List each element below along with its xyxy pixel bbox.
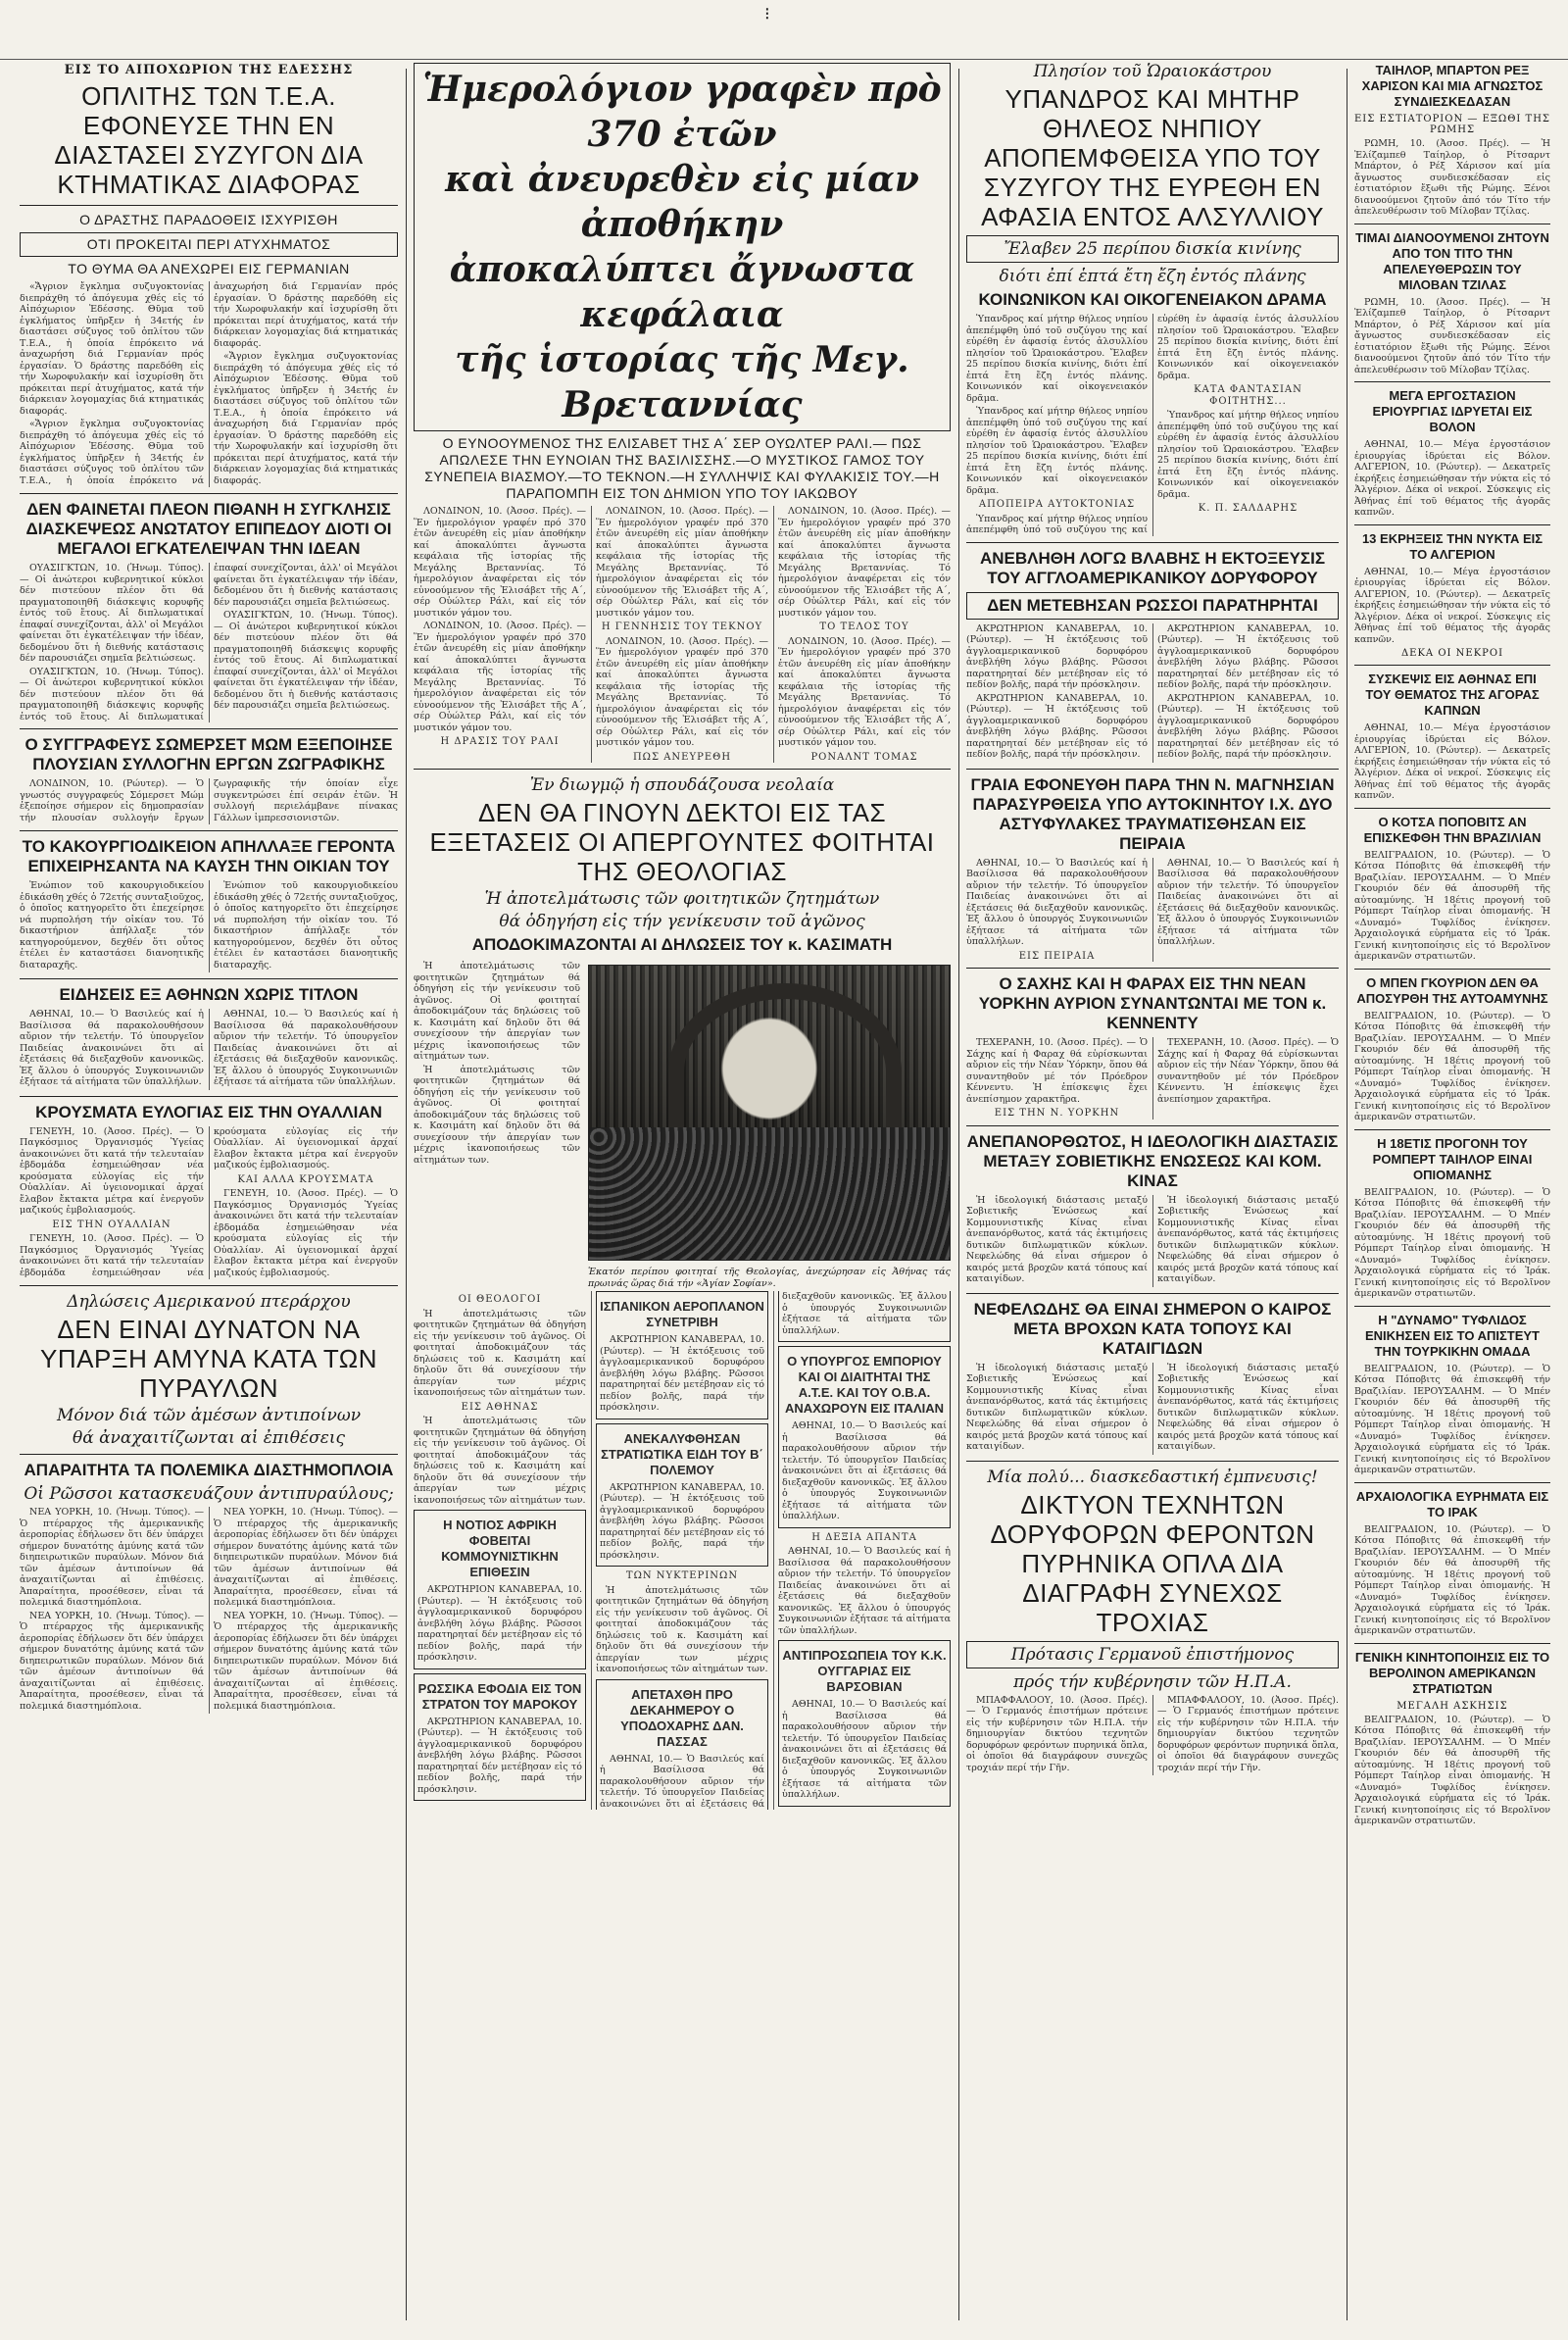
article-subhead: ΑΠΟΔΟΚΙΜΑΖΟΝΤΑΙ ΑΙ ΔΗΛΩΣΕΙΣ ΤΟΥ κ. ΚΑΣΙΜΑΤΗ [471, 935, 893, 954]
article-body [1354, 567, 1550, 646]
article-headline: Ο ΥΠΟΥΡΓΟΣ ΕΜΠΟΡΙΟΥ ΚΑΙ ΟΙ ΔΙΑΙΤΗΤΑΙ ΤΗΣ Α.Τ.Ε. ΚΑΙ ΤΟΥ Ο.Β.Α. ΑΝΑΧΩΡΟΥΝ ΕΙΣ ΙΤΑΛΙΑΝ [784, 1354, 945, 1416]
divider [20, 978, 398, 979]
divider [1354, 665, 1550, 666]
page-top-margin [0, 0, 1568, 59]
article-subhead: Οἱ Ρῶσσοι κατασκευάζουν ἀντιπυραύλους; [24, 1484, 394, 1504]
article-body [20, 563, 398, 722]
feature-headline-box [414, 63, 951, 431]
paragraph: ΓΕΝΕΥΗ, 10. (Ἀσοσ. Πρές). — Ὁ Παγκόσμιος Ὀργανισμός Ὑγείας ἀνακοινώνει ὅτι κατά τήν τελευταίαν ἑβδομάδα ἐσημειώθησαν νέα κρούσματα εὐλογίας εἰς τήν Οὐαλλίαν. Αἱ ὑγειονομικαί ἀρχαί ἔλαβον ἔκτακτα μέτρα καί ἐνεργοῦν μαζικούς ἐμβολιασμούς. [214, 1188, 398, 1278]
article-body [20, 1507, 398, 1714]
paragraph: ΛΟΝΔΙΝΟΝ, 10. (Ἀσοσ. Πρές). — Ἕν ἡμερολόγιον γραφέν πρό 370 ἐτῶν ἀνευρέθη εἰς μίαν ἀποθήκην καί ἀποκαλύπτει ἄγνωστα κεφάλαια τῆς ἱστορίας τῆς Μεγάλης Βρεταννίας. Τό ἡμερολόγιον ἀναφέρεται εἰς τόν εὐνοούμενον τῆς Ἐλισάβετ τῆς Α΄, σέρ Οὐώλτερ Ράλι, καί εἰς τόν μυστικόν γάμον του. [778, 506, 951, 619]
paragraph: ΒΕΛΙΓΡΑΔΙΟΝ, 10. (Ρώυτερ). — Ὁ Κότσα Πόποβιτς θά ἐπισκεφθῆ τήν Βραζιλίαν. ΙΕΡΟΥΣΑΛΗΜ. — Ὁ Μπέν Γκουριόν δέν θά ἀποσυρθῆ τῆς αὐτοαμύνης. Ἡ 18έτις προγονή τοῦ Ρόμπερτ Ταίηλορ εἶναι ὀπιομανής. Ἡ «Δυναμό» Τυφλίδος ἐνίκησεν. Ἀρχαιολογικά εὑρήματα εἰς τό Ἰράκ. Γενική κινητοποίησις εἰς τό Βερολῖνον ἀμερικανῶν στρατιωτῶν. [1354, 849, 1550, 962]
paragraph: ΒΕΛΙΓΡΑΔΙΟΝ, 10. (Ρώυτερ). — Ὁ Κότσα Πόποβιτς θά ἐπισκεφθῆ τήν Βραζιλίαν. ΙΕΡΟΥΣΑΛΗΜ. — Ὁ Μπέν Γκουριόν δέν θά ἀποσυρθῆ τῆς αὐτοαμύνης. Ἡ 18έτις προγονή τοῦ Ρόμπερτ Ταίηλορ εἶναι ὀπιομανής. Ἡ «Δυναμό» Τυφλίδος ἐνίκησεν. Ἀρχαιολογικά εὑρήματα εἰς τό Ἰράκ. Γενική κινητοποίησις εἰς τό Βερολῖνον ἀμερικανῶν στρατιωτῶν. [1354, 1714, 1550, 1826]
paragraph: ΑΚΡΩΤΗΡΙΟΝ ΚΑΝΑΒΕΡΑΛ, 10. (Ρώυτερ). — Ἡ ἐκτόξευσις τοῦ ἀγγλοαμερικανικοῦ δορυφόρου ἀνεβλήθη λόγω βλάβης. Ρῶσσοι παρατηρηταί δέν μετέβησαν εἰς τό πεδίον βολῆς, παρά τήν πρόσκλησιν. [417, 1716, 582, 1795]
divider [20, 1096, 398, 1097]
section-subhead: ΤΟ ΤΕΛΟΣ ΤΟΥ [819, 622, 909, 632]
paragraph: ΜΠΑΦΦΑΛΟΟΥ, 10. (Ἀσοσ. Πρές). — Ὁ Γερμανός ἐπιστήμων πρότεινε εἰς τήν κυβέρνησιν τῶν Η.Π.Α. τήν δημιουργίαν δικτύου τεχνητῶν δορυφόρων φερόντων πυρηνικά ὅπλα, οἱ ὁποῖοι θά διαγράφουν συνεχῶς τροχιάν περί τήν Γῆν. [966, 1694, 1148, 1773]
article-body [1354, 439, 1550, 519]
article-subhead: Ἔλαβεν 25 περίπου δισκία κινίνης [966, 235, 1339, 263]
article-headline: ΓΕΝΙΚΗ ΚΙΝΗΤΟΠΟΙΗΣΙΣ ΕΙΣ ΤΟ ΒΕΡΟΛΙΝΟΝ ΑΜΕΡΙΚΑΝΩΝ ΣΤΡΑΤΙΩΤΩΝ [1354, 1649, 1550, 1696]
article-headline: ΤΟ ΚΑΚΟΥΡΓΙΟΔΙΚΕΙΟΝ ΑΠΗΛΛΑΞΕ ΓΕΡΟΝΤΑ ΕΠΙΧΕΙΡΗΣΑΝΤΑ ΝΑ ΚΑΥΣΗ ΤΗΝ ΟΙΚΙΑΝ ΤΟΥ [22, 837, 396, 875]
article-body [966, 1195, 1339, 1287]
paragraph: ΑΘΗΝΑΙ, 10.— Ὁ Βασιλεύς καί ἡ Βασίλισσα θά παρακολουθήσουν αὔριον τήν τελετήν. Τό ὑπουργεῖον Παιδείας ἀνακοινώνει ὅτι αἱ ἐξετάσεις θά διεξαχθοῦν κανονικῶς. Ἐξ ἄλλου ὁ ὑπουργός Συγκοινωνιῶν ἐξήτασε τά αἰτήματα τῶν ὑπαλλήλων. [600, 1291, 947, 1810]
divider [966, 769, 1339, 770]
divider [20, 1285, 398, 1286]
paragraph: ΑΚΡΩΤΗΡΙΟΝ ΚΑΝΑΒΕΡΑΛ, 10. (Ρώυτερ). — Ἡ ἐκτόξευσις τοῦ ἀγγλοαμερικανικοῦ δορυφόρου ἀνεβλήθη λόγω βλάβης. Ρῶσσοι παρατηρηταί δέν μετέβησαν εἰς τό πεδίον βολῆς, παρά τήν πρόσκλησιν. [600, 1334, 764, 1413]
paragraph: Ἡ ἀποτελμάτωσις τῶν φοιτητικῶν ζητημάτων θά ὁδηγήση εἰς τήν γενίκευσιν τοῦ ἀγῶνος. Οἱ φοιτηταί ἀποδοκιμάζουν τάς δηλώσεις τοῦ κ. Κασιμάτη καί δηλοῦν ὅτι θά συνεχίσουν τήν ἀπεργίαν των μέχρις ἱκανοποιήσεως τῶν αἰτημάτων των. [414, 1308, 586, 1398]
divider [966, 542, 1339, 543]
feature-subhead: Ο ΕΥΝΟΟΥΜΕΝΟΣ ΤΗΣ ΕΛΙΣΑΒΕΤ ΤΗΣ Α΄ ΣΕΡ ΟΥΩΛΤΕΡ ΡΑΛΙ.— ΠΩΣ ΑΠΩΛΕΣΕ ΤΗΝ ΕΥΝΟΙΑΝ ΤΗΣ ΒΑΣΙΛΙΣΣΗΣ.—Ο ΜΥΣΤΙΚΟΣ ΓΑΜΟΣ ΤΟΥ ΣΥΝΕΠΕΙΑ ΒΙΑΣΜΟΥ.—ΤΟ ΤΕΚΝΟΝ.—Η ΣΥΛΛΗΨΙΣ ΚΑΙ ΦΥΛΑΚΙΣΙΣ ΤΟΥ.—Η ΠΑΡΑΠΟΜΠΗ ΕΙΣ ΤΟΝ ΔΗΜΙΟΝ ΥΠΟ ΤΟΥ ΙΑΚΩΒΟΥ [424, 435, 940, 501]
divider [20, 493, 398, 494]
paragraph: ΤΕΧΕΡΑΝΗ, 10. (Ἀσοσ. Πρές). — Ὁ Σάχης καί ἡ Φαραχ θά εὑρίσκωνται αὔριον εἰς τήν Νέαν Ὑόρκην, ὅπου θά συναντηθοῦν μέ τόν Πρόεδρον Κέννεντυ. Ἡ ἐπίσκεψις ἔχει ἀνεπίσημον χαρακτῆρα. [1157, 1037, 1339, 1105]
section-subhead: ΕΙΣ ΑΘΗΝΑΣ [461, 1401, 539, 1413]
column-rule [958, 69, 959, 2320]
article-body [20, 281, 398, 487]
article-headline: ΑΝΕΚΑΛΥΦΘΗΣΑΝ ΣΤΡΑΤΙΩΤΙΚΑ ΕΙΔΗ ΤΟΥ Β΄ ΠΟΛΕΜΟΥ [601, 1430, 763, 1477]
paragraph: Ἡ ἀποτελμάτωσις τῶν φοιτητικῶν ζητημάτων θά ὁδηγήση εἰς τήν γενίκευσιν τοῦ ἀγῶνος. Οἱ φοιτηταί ἀποδοκιμάζουν τάς δηλώσεις τοῦ κ. Κασιμάτη καί δηλοῦν ὅτι θά συνεχίσουν τήν ἀπεργίαν των μέχρις ἱκανοποιήσεως τῶν αἰτημάτων των. [414, 1416, 586, 1506]
paragraph: ΝΕΑ ΥΟΡΚΗ, 10. (Ἡνωμ. Τύπος). — Ὁ πτέραρχος τῆς ἀμερικανικῆς ἀεροπορίας ἐδήλωσεν ὅτι δέν ὑπάρχει σήμερον δυνατότης ἀμύνης κατά τῶν διηπειρωτικῶν πυραύλων. Μόνον διά τῶν ἀμέσων ἀντιποίνων θά ἀναχαιτίζωνται αἱ ἐπιθέσεις. Ἀπαραίτητα, προσέθεσεν, εἶναι τά πολεμικά διαστημόπλοια. [214, 1610, 398, 1712]
paragraph: ΛΟΝΔΙΝΟΝ, 10. (Ἀσοσ. Πρές). — Ἕν ἡμερολόγιον γραφέν πρό 370 ἐτῶν ἀνευρέθη εἰς μίαν ἀποθήκην καί ἀποκαλύπτει ἄγνωστα κεφάλαια τῆς ἱστορίας τῆς Μεγάλης Βρεταννίας. Τό ἡμερολόγιον ἀναφέρεται εἰς τόν εὐνοούμενον τῆς Ἐλισάβετ τῆς Α΄, σέρ Οὐώλτερ Ράλι, καί εἰς τόν μυστικόν γάμον του. [414, 621, 586, 733]
article-subhead: θά ἀναχαιτίζωνται αἱ ἐπιθέσεις [72, 1428, 346, 1448]
section-subhead: ΚΑΤΑ ΦΑΝΤΑΣΙΑΝ ΦΟΙΤΗΤΗΣ... [1194, 384, 1302, 407]
article-body [966, 858, 1339, 963]
divider [966, 968, 1339, 969]
article-body [414, 961, 580, 1287]
paragraph: Ἡ ἰδεολογική διάστασις μεταξύ Σοβιετικῆς Ἑνώσεως καί Κομμουνιστικῆς Κίνας εἶναι ἀνεπανόρθωτος, κατά τάς ἐκτιμήσεις δυτικῶν διπλωματικῶν κύκλων. Νεφελώδης θά εἶναι σήμερον ὁ καιρός μετά βροχῶν κατά τόπους καί καταιγίδων. [1157, 1362, 1339, 1452]
paragraph: Ὑπανδρος καί μήτηρ θήλεος νηπίου ἀπεπέμφθη ὑπό τοῦ συζύγου της καί εὑρέθη ἐν ἀφασίᾳ ἐντός ἀλσυλλίου πλησίον τοῦ Ὡραιοκάστρου. Ἔλαβεν 25 περίπου δισκία κινίνης, διότι ἐπί ἑπτά ἔτη ἔζη ἐντός πλάνης. Κοινωνικόν καί οἰκογενειακόν δρᾶμα. [966, 406, 1148, 496]
boxed-story [778, 1346, 951, 1528]
article-body [1354, 138, 1550, 218]
paragraph: Ἡ ἰδεολογική διάστασις μεταξύ Σοβιετικῆς Ἑνώσεως καί Κομμουνιστικῆς Κίνας εἶναι ἀνεπανόρθωτος, κατά τάς ἐκτιμήσεις δυτικῶν διπλωματικῶν κύκλων. Νεφελώδης θά εἶναι σήμερον ὁ καιρός μετά βροχῶν κατά τόπους καί καταιγίδων. [1157, 1194, 1339, 1284]
divider [414, 769, 951, 770]
section-subhead: ΤΩΝ ΝΥΚΤΕΡΙΝΩΝ [625, 1570, 739, 1581]
article-headline: ΜΕΓΑ ΕΡΓΟΣΤΑΣΙΟΝ ΕΡΙΟΥΡΓΙΑΣ ΙΔΡΥΕΤΑΙ ΕΙΣ ΒΟΛΟΝ [1372, 388, 1533, 434]
article-headline: ΑΝΕΠΑΝΟΡΘΩΤΟΣ, Η ΙΔΕΟΛΟΓΙΚΗ ΔΙΑΣΤΑΣΙΣ ΜΕΤΑΞΥ ΣΟΒΙΕΤΙΚΗΣ ΕΝΩΣΕΩΣ ΚΑΙ ΚΟΜ. ΚΙΝΑΣ [966, 1131, 1339, 1190]
article-headline: Η "ΔΥΝΑΜΟ" ΤΥΦΛΙΔΟΣ ΕΝΙΚΗΣΕΝ ΕΙΣ ΤΟ ΑΠΙΣΤΕΥΤ ΤΗΝ ΤΟΥΡΚΙΚΗΝ ΟΜΑΔΑ [1365, 1312, 1540, 1359]
section-subhead: ΜΕΓΑΛΗ ΑΣΚΗΣΙΣ [1396, 1700, 1508, 1712]
paragraph: Ὑπανδρος καί μήτηρ θήλεος νηπίου ἀπεπέμφθη ὑπό τοῦ συζύγου της καί εὑρέθη ἐν ἀφασίᾳ ἐντός ἀλσυλλίου πλησίον τοῦ Ὡραιοκάστρου. Ἔλαβεν 25 περίπου δισκία κινίνης, διότι ἐπί ἑπτά ἔτη ἔζη ἐντός πλάνης. Κοινωνικόν καί οἰκογενειακόν δρᾶμα. [1157, 410, 1339, 500]
article-body [966, 314, 1339, 536]
article-headline: ΝΕΦΕΛΩΔΗΣ ΘΑ ΕΙΝΑΙ ΣΗΜΕΡΟΝ Ο ΚΑΙΡΟΣ ΜΕΤΑ ΒΡΟΧΩΝ ΚΑΤΑ ΤΟΠΟΥΣ ΚΑΙ ΚΑΤΑΙΓΙΔΩΝ [973, 1299, 1332, 1358]
paragraph: ΒΕΛΙΓΡΑΔΙΟΝ, 10. (Ρώυτερ). — Ὁ Κότσα Πόποβιτς θά ἐπισκεφθῆ τήν Βραζιλίαν. ΙΕΡΟΥΣΑΛΗΜ. — Ὁ Μπέν Γκουριόν δέν θά ἀποσυρθῆ τῆς αὐτοαμύνης. Ἡ 18έτις προγονή τοῦ Ρόμπερτ Ταίηλορ εἶναι ὀπιομανής. Ἡ «Δυναμό» Τυφλίδος ἐνίκησεν. Ἀρχαιολογικά εὑρήματα εἰς τό Ἰράκ. Γενική κινητοποίησις εἰς τό Βερολῖνον ἀμερικανῶν στρατιωτῶν. [1354, 1523, 1550, 1636]
article-headline: ΔΕΝ ΘΑ ΓΙΝΟΥΝ ΔΕΚΤΟΙ ΕΙΣ ΤΑΣ ΕΞΕΤΑΣΕΙΣ ΟΙ ΑΠΕΡΓΟΥΝΤΕΣ ΦΟΙΤΗΤΑΙ ΤΗΣ ΘΕΟΛΟΓΙΑΣ [429, 798, 935, 886]
article-subhead: ΟΤΙ ΠΡΟΚΕΙΤΑΙ ΠΕΡΙ ΑΤΥΧΗΜΑΤΟΣ [20, 232, 398, 257]
paragraph: ΑΘΗΝΑΙ, 10.— Ὁ Βασιλεύς καί ἡ Βασίλισσα θά παρακολουθήσουν αὔριον τήν τελετήν. Τό ὑπουργεῖον Παιδείας ἀνακοινώνει ὅτι αἱ ἐξετάσεις θά διεξαχθοῦν κανονικῶς. Ἐξ ἄλλου ὁ ὑπουργός Συγκοινωνιῶν ἐξήτασε τά αἰτήματα τῶν ὑπαλλήλων. [1157, 857, 1339, 947]
article-body [1354, 1187, 1550, 1300]
section-subhead: ΑΠΟΠΕΙΡΑ ΑΥΤΟΚΤΟΝΙΑΣ [978, 499, 1136, 510]
paragraph: ΡΩΜΗ, 10. (Ἀσοσ. Πρές). — Ἡ Ἐλίζαμπεθ Ταίηλορ, ὁ Ρίτσαρντ Μπάρτον, ὁ Ρέξ Χάρισον καί μία ἄγνωστος συνδιεσκέδασαν εἰς ἑστιατόριον ἔξωθι τῆς Ρώμης. Ξένοι διανοούμενοι ζητοῦν ἀπό τόν Τίτο τήν ἀπελευθέρωσιν τοῦ Μίλοβαν Τζίλας. [1354, 296, 1550, 375]
article-headline: ΑΝΤΙΠΡΟΣΩΠΕΙΑ ΤΟΥ Κ.Κ. ΟΥΓΓΑΡΙΑΣ ΕΙΣ ΒΑΡΣΟΒΙΑΝ [782, 1648, 947, 1694]
author-byline: Κ. Π. ΣΑΛΔΑΡΗΣ [1198, 503, 1298, 514]
article-headline: ΔΕΝ ΕΙΝΑΙ ΔΥΝΑΤΟΝ ΝΑ ΥΠΑΡΞΗ ΑΜΥΝΑ ΚΑΤΑ ΤΩΝ ΠΥΡΑΥΛΩΝ [39, 1315, 377, 1403]
article-headline: Η 18ΕΤΙΣ ΠΡΟΓΟΝΗ ΤΟΥ ΡΟΜΠΕΡΤ ΤΑΙΗΛΟΡ ΕΙΝΑΙ ΟΠΙΟΜΑΝΗΣ [1372, 1135, 1533, 1182]
article-headline: ΥΠΑΝΔΡΟΣ ΚΑΙ ΜΗΤΗΡ ΘΗΛΕΟΣ ΝΗΠΙΟΥ ΑΠΟΠΕΜΦΘΕΙΣΑ ΥΠΟ ΤΟΥ ΣΥΖΥΓΟΥ ΤΗΣ ΕΥΡΕΘΗ ΕΝ ΑΦΑΣΙΑ ΕΝΤΟΣ ΑΛΣΥΛΛΙΟΥ [981, 84, 1324, 231]
article-headline: ΑΝΕΒΛΗΘΗ ΛΟΓΩ ΒΛΑΒΗΣ Η ΕΚΤΟΞΕΥΣΙΣ ΤΟΥ ΑΓΓΛΟΑΜΕΡΙΚΑΝΙΚΟΥ ΔΟΡΥΦΟΡΟΥ [979, 548, 1326, 587]
article-body [20, 1126, 398, 1280]
article-body [966, 623, 1339, 763]
article-subhead: ΤΟ ΘΥΜΑ ΘΑ ΑΝΕΧΩΡΕΙ ΕΙΣ ΓΕΡΜΑΝΙΑΝ [68, 261, 350, 276]
paragraph: ΝΕΑ ΥΟΡΚΗ, 10. (Ἡνωμ. Τύπος). — Ὁ πτέραρχος τῆς ἀμερικανικῆς ἀεροπορίας ἐδήλωσεν ὅτι δέν ὑπάρχει σήμερον δυνατότης ἀμύνης κατά τῶν διηπειρωτικῶν πυραύλων. Μόνον διά τῶν ἀμέσων ἀντιποίνων θά ἀναχαιτίζωνται αἱ ἐπιθέσεις. Ἀπαραίτητα, προσέθεσεν, εἶναι τά πολεμικά διαστημόπλοια. [20, 1610, 204, 1712]
article-body [966, 1363, 1339, 1455]
paragraph: ΓΕΝΕΥΗ, 10. (Ἀσοσ. Πρές). — Ὁ Παγκόσμιος Ὀργανισμός Ὑγείας ἀνακοινώνει ὅτι κατά τήν τελευταίαν ἑβδομάδα ἐσημειώθησαν νέα κρούσματα εὐλογίας εἰς τήν Οὐαλλίαν. Αἱ ὑγειονομικαί ἀρχαί ἔλαβον ἔκτακτα μέτρα καί ἐνεργοῦν μαζικούς ἐμβολιασμούς. [20, 1125, 204, 1216]
paragraph: ΛΟΝΔΙΝΟΝ, 10. (Ἀσοσ. Πρές). — Ἕν ἡμερολόγιον γραφέν πρό 370 ἐτῶν ἀνευρέθη εἰς μίαν ἀποθήκην καί ἀποκαλύπτει ἄγνωστα κεφάλαια τῆς ἱστορίας τῆς Μεγάλης Βρεταννίας. Τό ἡμερολόγιον ἀναφέρεται εἰς τόν εὐνοούμενον τῆς Ἐλισάβετ τῆς Α΄, σέρ Οὐώλτερ Ράλι, καί εἰς τόν μυστικόν γάμον του. [596, 635, 768, 748]
paragraph: «Ἄγριον ἔγκλημα συζυγοκτονίας διεπράχθη τό ἀπόγευμα χθές εἰς τό Αἰπόχωριον Ἐδέσσης. Θῦμα τοῦ ἐγκλήματος ὑπῆρξεν ἡ 34ετής ἐν διαστάσει σύζυγος τοῦ ὁπλίτου τῶν Τ.Ε.Α., ἡ ὁποία ἐπρόκειτο νά ἀναχωρήση διά Γερμανίαν πρός ἐργασίαν. Ὁ δράστης παρεδόθη εἰς τήν Χωροφυλακήν καί ἰσχυρίσθη ὅτι πρόκειται περί ἀτυχήματος, κατά τήν διάρκειαν λογομαχίας διά κτηματικάς διαφοράς. [20, 281, 398, 486]
feature-headline-line: ἀποκαλύπτει ἄγνωστα κεφάλαια [449, 249, 915, 335]
paragraph: Ἐνώπιον τοῦ κακουργιοδικείου ἐδικάσθη χθές ὁ 72ετής συνταξιοῦχος, ὁ ὁποῖος κατηγορεῖτο ὅτι ἐπεχείρησε νά πυρπολήση τήν οἰκίαν του. Τό δικαστήριον ἀπήλλαξε τόν κατηγορούμενον, δεχθέν ὅτι οὗτος ἐτέλει ἐν καταστάσει διανοητικῆς διαταραχῆς. [20, 880, 204, 971]
article-headline: 13 ΕΚΡΗΞΕΙΣ ΤΗΝ ΝΥΚΤΑ ΕΙΣ ΤΟ ΑΛΓΕΡΙΟΝ [1361, 530, 1544, 562]
paragraph: Ἡ ἰδεολογική διάστασις μεταξύ Σοβιετικῆς Ἑνώσεως καί Κομμουνιστικῆς Κίνας εἶναι ἀνεπανόρθωτος, κατά τάς ἐκτιμήσεις δυτικῶν διπλωματικῶν κύκλων. Νεφελώδης θά εἶναι σήμερον ὁ καιρός μετά βροχῶν κατά τόπους καί καταιγίδων. [966, 1362, 1148, 1452]
article-subhead: ΚΟΙΝΩΝΙΚΟΝ ΚΑΙ ΟΙΚΟΓΕΝΕΙΑΚΟΝ ΔΡΑΜΑ [978, 290, 1327, 309]
section-subhead: Η ΓΕΝΝΗΣΙΣ ΤΟΥ ΤΕΚΝΟΥ [601, 622, 763, 632]
article-body [20, 880, 398, 972]
paragraph: ΑΘΗΝΑΙ, 10.— Ὁ Βασιλεύς καί ἡ Βασίλισσα θά παρακολουθήσουν αὔριον τήν τελετήν. Τό ὑπουργεῖον Παιδείας ἀνακοινώνει ὅτι αἱ ἐξετάσεις θά διεξαχθοῦν κανονικῶς. Ἐξ ἄλλου ὁ ὑπουργός Συγκοινωνιῶν ἐξήτασε τά αἰτήματα τῶν ὑπαλλήλων. [966, 857, 1148, 947]
article-headline: ΚΡΟΥΣΜΑΤΑ ΕΥΛΟΓΙΑΣ ΕΙΣ ΤΗΝ ΟΥΑΛΛΙΑΝ [35, 1102, 382, 1121]
article-headline: Ο ΜΠΕΝ ΓΚΟΥΡΙΟΝ ΔΕΝ ΘΑ ΑΠΟΣΥΡΘΗ ΤΗΣ ΑΥΤΟΑΜΥΝΗΣ [1356, 974, 1548, 1006]
paragraph: Ἡ ἀποτελμάτωσις τῶν φοιτητικῶν ζητημάτων θά ὁδηγήση εἰς τήν γενίκευσιν τοῦ ἀγῶνος. Οἱ φοιτηταί ἀποδοκιμάζουν τάς δηλώσεις τοῦ κ. Κασιμάτη καί δηλοῦν ὅτι θά συνεχίσουν τήν ἀπεργίαν των μέχρις ἱκανοποιήσεως τῶν αἰτημάτων των. [596, 1584, 768, 1674]
article-headline: Ο ΚΟΤΣΑ ΠΟΠΟΒΙΤΣ ΑΝ ΕΠΙΣΚΕΦΘΗ ΤΗΝ ΒΡΑΖΙΛΙΑΝ [1363, 814, 1542, 845]
article-body [1354, 1364, 1550, 1476]
article-body [1354, 850, 1550, 963]
paragraph: ΑΘΗΝΑΙ, 10.— Μέγα ἐργοστάσιον ἐριουργίας ἱδρύεται εἰς Βόλον. ΑΛΓΕΡΙΟΝ, 10. (Ρώυτερ). — Δεκατρεῖς ἐκρήξεις ἐσημειώθησαν τήν νύκτα εἰς τό Ἀλγέριον. Δέκα οἱ νεκροί. Σύσκεψις εἰς Ἀθήνας ἐπί τοῦ θέματος τῆς ἀγορᾶς καπνῶν. [1354, 722, 1550, 801]
divider [1354, 969, 1550, 970]
section-subhead: Η ΔΡΑΣΙΣ ΤΟΥ ΡΑΛΙ [440, 736, 560, 747]
article-kicker: Ἐν διωγμῷ ἡ σπουδάζουσα νεολαία [529, 775, 835, 795]
article-headline: ΔΙΚΤΥΟΝ ΤΕΧΝΗΤΩΝ ΔΟΡΥΦΟΡΩΝ ΦΕΡΟΝΤΩΝ ΠΥΡΗΝΙΚΑ ΟΠΛΑ ΔΙΑ ΔΙΑΓΡΑΦΗ ΣΥΝΕΧΩΣ ΤΡΟΧΙΑΣ [990, 1489, 1315, 1637]
article-subhead: Μόνον διά τῶν ἀμέσων ἀντιποίνων [56, 1406, 362, 1425]
article-subhead: διότι ἐπί ἑπτά ἔτη ἔζη ἐντός πλάνης [999, 267, 1306, 286]
article-body [1354, 1524, 1550, 1637]
paragraph: ΒΕΛΙΓΡΑΔΙΟΝ, 10. (Ρώυτερ). — Ὁ Κότσα Πόποβιτς θά ἐπισκεφθῆ τήν Βραζιλίαν. ΙΕΡΟΥΣΑΛΗΜ. — Ὁ Μπέν Γκουριόν δέν θά ἀποσυρθῆ τῆς αὐτοαμύνης. Ἡ 18έτις προγονή τοῦ Ρόμπερτ Ταίηλορ εἶναι ὀπιομανής. Ἡ «Δυναμό» Τυφλίδος ἐνίκησεν. Ἀρχαιολογικά εὑρήματα εἰς τό Ἰράκ. Γενική κινητοποίησις εἰς τό Βερολῖνον ἀμερικανῶν στρατιωτῶν. [1354, 1010, 1550, 1122]
article-subhead: πρός τήν κυβέρνησιν τῶν Η.Π.Α. [1013, 1671, 1292, 1692]
photo-caption: Ἑκατόν περίπου φοιτηταί τῆς Θεολογίας, ἀνεχώρησαν εἰς Ἀθήνας τάς πρωινάς ὥρας διά τήν «Ἁγίαν Σοφίαν». [588, 1267, 951, 1289]
article-kicker: Μία πολύ... διασκεδαστική ἐμπνευσις! [987, 1467, 1318, 1487]
section-subhead: ΕΙΣ ΤΗΝ Ν. ΥΟΡΚΗΝ [994, 1108, 1120, 1119]
boxed-story [414, 1673, 586, 1802]
article-body [1354, 1011, 1550, 1123]
article-headline: ΤΑΙΗΛΟΡ, ΜΠΑΡΤΟΝ ΡΕΞ ΧΑΡΙΣΟΝ ΚΑΙ ΜΙΑ ΑΓΝΩΣΤΟΣ ΣΥΝΔΙΕΣΚΕΔΑΣΑΝ [1361, 63, 1544, 109]
photo-block [588, 959, 951, 1289]
article-headline: ΑΠΕΤΑΧΘΗ ΠΡΟ ΔΕΚΑΗΜΕΡΟΥ Ο ΥΠΟΔΟΧΑΡΗΣ ΔΑΝ. ΠΑΣΣΑΣ [620, 1686, 744, 1749]
article-body [966, 1037, 1339, 1120]
paragraph: ΑΘΗΝΑΙ, 10.— Μέγα ἐργοστάσιον ἐριουργίας ἱδρύεται εἰς Βόλον. ΑΛΓΕΡΙΟΝ, 10. (Ρώυτερ). — Δεκατρεῖς ἐκρήξεις ἐσημειώθησαν τήν νύκτα εἰς τό Ἀλγέριον. Δέκα οἱ νεκροί. Σύσκεψις εἰς Ἀθήνας ἐπί τοῦ θέματος τῆς ἀγορᾶς καπνῶν. [1354, 566, 1550, 645]
author-byline: ΡΟΝΑΛΝΤ ΤΟΜΑΣ [810, 751, 918, 763]
article-headline: ΕΙΔΗΣΕΙΣ ΕΞ ΑΘΗΝΩΝ ΧΩΡΙΣ ΤΙΤΛΟΝ [59, 985, 359, 1004]
photo-crowd [589, 1127, 950, 1260]
section-subhead: ΕΙΣ ΤΗΝ ΟΥΑΛΛΙΑΝ [52, 1219, 172, 1230]
divider [1354, 808, 1550, 809]
paragraph: ΝΕΑ ΥΟΡΚΗ, 10. (Ἡνωμ. Τύπος). — Ὁ πτέραρχος τῆς ἀμερικανικῆς ἀεροπορίας ἐδήλωσεν ὅτι δέν ὑπάρχει σήμερον δυνατότης ἀμύνης κατά τῶν διηπειρωτικῶν πυραύλων. Μόνον διά τῶν ἀμέσων ἀντιποίνων θά ἀναχαιτίζωνται αἱ ἐπιθέσεις. Ἀπαραίτητα, προσέθεσεν, εἶναι τά πολεμικά διαστημόπλοια. [20, 1507, 204, 1608]
section-subhead: ΟΙ ΘΕΟΛΟΓΟΙ [458, 1294, 542, 1305]
paragraph: ΑΚΡΩΤΗΡΙΟΝ ΚΑΝΑΒΕΡΑΛ, 10. (Ρώυτερ). — Ἡ ἐκτόξευσις τοῦ ἀγγλοαμερικανικοῦ δορυφόρου ἀνεβλήθη λόγω βλάβης. Ρῶσσοι παρατηρηταί δέν μετέβησαν εἰς τό πεδίον βολῆς, παρά τήν πρόσκλησιν. [417, 1584, 582, 1663]
divider [20, 1454, 398, 1455]
paragraph: Ἡ ἰδεολογική διάστασις μεταξύ Σοβιετικῆς Ἑνώσεως καί Κομμουνιστικῆς Κίνας εἶναι ἀνεπανόρθωτος, κατά τάς ἐκτιμήσεις δυτικῶν διπλωματικῶν κύκλων. Νεφελώδης θά εἶναι σήμερον ὁ καιρός μετά βροχῶν κατά τόπους καί καταιγίδων. [966, 1194, 1148, 1284]
article-subhead: Ἡ ἀποτελμάτωσις τῶν φοιτητικῶν ζητημάτων [484, 889, 880, 909]
article-kicker: Πλησίον τοῦ Ὡραιοκάστρου [1033, 62, 1272, 81]
boxed-story [596, 1423, 768, 1568]
paragraph: ΑΘΗΝΑΙ, 10.— Ὁ Βασιλεύς καί ἡ Βασίλισσα θά παρακολουθήσουν αὔριον τήν τελετήν. Τό ὑπουργεῖον Παιδείας ἀνακοινώνει ὅτι αἱ ἐξετάσεις θά διεξαχθοῦν κανονικῶς. Ἐξ ἄλλου ὁ ὑπουργός Συγκοινωνιῶν ἐξήτασε τά αἰτήματα τῶν ὑπαλλήλων. [782, 1699, 947, 1800]
news-photo [588, 965, 951, 1261]
column-left [20, 59, 398, 2330]
divider [1354, 524, 1550, 525]
article-headline: ΑΠΑΡΑΙΤΗΤΑ ΤΑ ΠΟΛΕΜΙΚΑ ΔΙΑΣΤΗΜΟΠΛΟΙΑ [24, 1461, 394, 1479]
article-headline: Ο ΣΑΧΗΣ ΚΑΙ Η ΦΑΡΑΧ ΕΙΣ ΤΗΝ ΝΕΑΝ ΥΟΡΚΗΝ ΑΥΡΙΟΝ ΣΥΝΑΝΤΩΝΤΑΙ ΜΕ ΤΟΝ κ. ΚΕΝΝΕΝΤΥ [978, 974, 1327, 1032]
feature-headline-line: τῆς ἱστορίας τῆς Μεγ. Βρεταννίας [455, 339, 909, 425]
article-body [414, 506, 951, 763]
section-subhead: ΚΑΙ ΑΛΛΑ ΚΡΟΥΣΜΑΤΑ [237, 1173, 374, 1185]
paragraph: ΟΥΑΣΙΓΚΤΩΝ, 10. (Ἡνωμ. Τύπος). — Οἱ ἀνώτεροι κυβερνητικοί κύκλοι δέν πιστεύουν πλέον ὅτι θά πραγματοποιηθῆ διάσκεψις κορυφῆς ἐντός τοῦ ἔτους. Αἱ διπλωματικαί ἐπαφαί συνεχίζονται, ἀλλ' οἱ Μεγάλοι φαίνεται ὅτι ἐγκατέλειψαν τήν ἰδέαν, δεδομένου ὅτι ἡ διεθνής κατάστασις δέν παρουσιάζει σημεῖα βελτιώσεως. [20, 563, 398, 722]
paragraph: ΛΟΝΔΙΝΟΝ, 10. (Ἀσοσ. Πρές). — Ἕν ἡμερολόγιον γραφέν πρό 370 ἐτῶν ἀνευρέθη εἰς μίαν ἀποθήκην καί ἀποκαλύπτει ἄγνωστα κεφάλαια τῆς ἱστορίας τῆς Μεγάλης Βρεταννίας. Τό ἡμερολόγιον ἀναφέρεται εἰς τόν εὐνοούμενον τῆς Ἐλισάβετ τῆς Α΄, σέρ Οὐώλτερ Ράλι, καί εἰς τόν μυστικόν γάμον του. [596, 506, 768, 619]
paragraph: ΓΕΝΕΥΗ, 10. (Ἀσοσ. Πρές). — Ὁ Παγκόσμιος Ὀργανισμός Ὑγείας ἀνακοινώνει ὅτι κατά τήν τελευταίαν ἑβδομάδα ἐσημειώθησαν νέα κρούσματα εὐλογίας εἰς τήν Οὐαλλίαν. Αἱ ὑγειονομικαί ἀρχαί ἔλαβον ἔκτακτα μέτρα καί ἐνεργοῦν μαζικούς ἐμβολιασμούς. [20, 1125, 398, 1278]
paragraph: ΡΩΜΗ, 10. (Ἀσοσ. Πρές). — Ἡ Ἐλίζαμπεθ Ταίηλορ, ὁ Ρίτσαρντ Μπάρτον, ὁ Ρέξ Χάρισον καί μία ἄγνωστος συνδιεσκέδασαν εἰς ἑστιατόριον ἔξωθι τῆς Ρώμης. Ξένοι διανοούμενοι ζητοῦν ἀπό τόν Τίτο τήν ἀπελευθέρωσιν τοῦ Μίλοβαν Τζίλας. [1354, 138, 1550, 217]
section-subhead: ΠΩΣ ΑΝΕΥΡΕΘΗ [632, 751, 732, 763]
article-headline: ΙΣΠΑΝΙΚΟΝ ΑΕΡΟΠΛΑΝΟΝ ΣΥΝΕΤΡΙΒΗ [600, 1299, 764, 1329]
paragraph: «Ἄγριον ἔγκλημα συζυγοκτονίας διεπράχθη τό ἀπόγευμα χθές εἰς τό Αἰπόχωριον Ἐδέσσης. Θῦμα τοῦ ἐγκλήματος ὑπῆρξεν ἡ 34ετής ἐν διαστάσει σύζυγος τοῦ ὁπλίτου τῶν Τ.Ε.Α., ἡ ὁποία ἐπρόκειτο νά ἀναχωρήση διά Γερμανίαν πρός ἐργασίαν. Ὁ δράστης παρεδόθη εἰς τήν Χωροφυλακήν καί ἰσχυρίσθη ὅτι πρόκειται περί ἀτυχήματος, κατά τήν διάρκειαν λογομαχίας διά κτηματικάς διαφοράς. [214, 351, 398, 486]
fold-mark: ⁝ [764, 4, 770, 25]
paragraph: ΑΘΗΝΑΙ, 10.— Ὁ Βασιλεύς καί ἡ Βασίλισσα θά παρακολουθήσουν αὔριον τήν τελετήν. Τό ὑπουργεῖον Παιδείας ἀνακοινώνει ὅτι αἱ ἐξετάσεις θά διεξαχθοῦν κανονικῶς. Ἐξ ἄλλου ὁ ὑπουργός Συγκοινωνιῶν ἐξήτασε τά αἰτήματα τῶν ὑπαλλήλων. [214, 1009, 398, 1087]
paragraph: ΤΕΧΕΡΑΝΗ, 10. (Ἀσοσ. Πρές). — Ὁ Σάχης καί ἡ Φαραχ θά εὑρίσκωνται αὔριον εἰς τήν Νέαν Ὑόρκην, ὅπου θά συναντηθοῦν μέ τόν Πρόεδρον Κέννεντυ. Ἡ ἐπίσκεψις ἔχει ἀνεπίσημον χαρακτῆρα. [966, 1037, 1148, 1105]
article-subhead: Πρότασις Γερμανοῦ ἐπιστήμονος [966, 1641, 1339, 1668]
paragraph: ΑΚΡΩΤΗΡΙΟΝ ΚΑΝΑΒΕΡΑΛ, 10. (Ρώυτερ). — Ἡ ἐκτόξευσις τοῦ ἀγγλοαμερικανικοῦ δορυφόρου ἀνεβλήθη λόγω βλάβης. Ρῶσσοι παρατηρηταί δέν μετέβησαν εἰς τό πεδίον βολῆς, παρά τήν πρόσκλησιν. [1157, 622, 1339, 690]
paragraph: ΑΘΗΝΑΙ, 10.— Ὁ Βασιλεύς καί ἡ Βασίλισσα θά παρακολουθήσουν αὔριον τήν τελετήν. Τό ὑπουργεῖον Παιδείας ἀνακοινώνει ὅτι αἱ ἐξετάσεις θά διεξαχθοῦν κανονικῶς. Ἐξ ἄλλου ὁ ὑπουργός Συγκοινωνιῶν ἐξήτασε τά αἰτήματα τῶν ὑπαλλήλων. [782, 1420, 947, 1521]
column-center-left [414, 59, 951, 2330]
article-headline: ΓΡΑΙΑ ΕΦΟΝΕΥΘΗ ΠΑΡΑ ΤΗΝ Ν. ΜΑΓΝΗΣΙΑΝ ΠΑΡΑΣΥΡΘΕΙΣΑ ΥΠΟ ΑΥΤΟΚΙΝΗΤΟΥ Ι.Χ. ΔΥΟ ΑΣΤΥΦΥΛΑΚΕΣ ΤΡΑΥΜΑΤΙΣΘΗΣΑΝ ΕΙΣ ΠΕΙΡΑΙΑ [970, 774, 1335, 853]
section-subhead: Η ΔΕΞΙΑ ΑΠΑΝΤΑ [811, 1531, 917, 1543]
article-body [1354, 1715, 1550, 1827]
paragraph: ΛΟΝΔΙΝΟΝ, 10. (Ἀσοσ. Πρές). — Ἕν ἡμερολόγιον γραφέν πρό 370 ἐτῶν ἀνευρέθη εἰς μίαν ἀποθήκην καί ἀποκαλύπτει ἄγνωστα κεφάλαια τῆς ἱστορίας τῆς Μεγάλης Βρεταννίας. Τό ἡμερολόγιον ἀναφέρεται εἰς τόν εὐνοούμενον τῆς Ἐλισάβετ τῆς Α΄, σέρ Οὐώλτερ Ράλι, καί εἰς τόν μυστικόν γάμον του. [414, 506, 586, 619]
paragraph: ΒΕΛΙΓΡΑΔΙΟΝ, 10. (Ρώυτερ). — Ὁ Κότσα Πόποβιτς θά ἐπισκεφθῆ τήν Βραζιλίαν. ΙΕΡΟΥΣΑΛΗΜ. — Ὁ Μπέν Γκουριόν δέν θά ἀποσυρθῆ τῆς αὐτοαμύνης. Ἡ 18έτις προγονή τοῦ Ρόμπερτ Ταίηλορ εἶναι ὀπιομανής. Ἡ «Δυναμό» Τυφλίδος ἐνίκησεν. Ἀρχαιολογικά εὑρήματα εἰς τό Ἰράκ. Γενική κινητοποίησις εἰς τό Βερολῖνον ἀμερικανῶν στρατιωτῶν. [1354, 1363, 1550, 1475]
article-headline: ΑΡΧΑΙΟΛΟΓΙΚΑ ΕΥΡΗΜΑΤΑ ΕΙΣ ΤΟ ΙΡΑΚ [1355, 1488, 1549, 1519]
article-body [1354, 297, 1550, 376]
boxed-story [414, 1510, 586, 1669]
paragraph: ΒΕΛΙΓΡΑΔΙΟΝ, 10. (Ρώυτερ). — Ὁ Κότσα Πόποβιτς θά ἐπισκεφθῆ τήν Βραζιλίαν. ΙΕΡΟΥΣΑΛΗΜ. — Ὁ Μπέν Γκουριόν δέν θά ἀποσυρθῆ τῆς αὐτοαμύνης. Ἡ 18έτις προγονή τοῦ Ρόμπερτ Ταίηλορ εἶναι ὀπιομανής. Ἡ «Δυναμό» Τυφλίδος ἐνίκησεν. Ἀρχαιολογικά εὑρήματα εἰς τό Ἰράκ. Γενική κινητοποίησις εἰς τό Βερολῖνον ἀμερικανῶν στρατιωτῶν. [1354, 1186, 1550, 1299]
article-headline: Η ΝΟΤΙΟΣ ΑΦΡΙΚΗ ΦΟΒΕΙΤΑΙ ΚΟΜΜΟΥΝΙΣΤΙΚΗΝ ΕΠΙΘΕΣΙΝ [441, 1518, 559, 1579]
divider [1354, 1643, 1550, 1644]
paragraph: ΟΥΑΣΙΓΚΤΩΝ, 10. (Ἡνωμ. Τύπος). — Οἱ ἀνώτεροι κυβερνητικοί κύκλοι δέν πιστεύουν πλέον ὅτι θά πραγματοποιηθῆ διάσκεψις κορυφῆς ἐντός τοῦ ἔτους. Αἱ διπλωματικαί ἐπαφαί συνεχίζονται, ἀλλ' οἱ Μεγάλοι φαίνεται ὅτι ἐγκατέλειψαν τήν ἰδέαν, δεδομένου ὅτι ἡ διεθνής κατάστασις δέν παρουσιάζει σημεῖα βελτιώσεως. [20, 563, 204, 664]
paragraph: ΟΥΑΣΙΓΚΤΩΝ, 10. (Ἡνωμ. Τύπος). — Οἱ ἀνώτεροι κυβερνητικοί κύκλοι δέν πιστεύουν πλέον ὅτι θά πραγματοποιηθῆ διάσκεψις κορυφῆς ἐντός τοῦ ἔτους. Αἱ διπλωματικαί ἐπαφαί συνεχίζονται, ἀλλ' οἱ Μεγάλοι φαίνεται ὅτι ἐγκατέλειψαν τήν ἰδέαν, δεδομένου ὅτι ἡ διεθνής κατάστασις δέν παρουσιάζει σημεῖα βελτιώσεως. [214, 610, 398, 711]
paragraph: ΑΘΗΝΑΙ, 10.— Μέγα ἐργοστάσιον ἐριουργίας ἱδρύεται εἰς Βόλον. ΑΛΓΕΡΙΟΝ, 10. (Ρώυτερ). — Δεκατρεῖς ἐκρήξεις ἐσημειώθησαν τήν νύκτα εἰς τό Ἀλγέριον. Δέκα οἱ νεκροί. Σύσκεψις εἰς Ἀθήνας ἐπί τοῦ θέματος τῆς ἀγορᾶς καπνῶν. [1354, 439, 1550, 518]
feature-headline-line: Ἡμερολόγιον γραφὲν πρὸ 370 ἐτῶν [422, 69, 942, 155]
divider [20, 728, 398, 729]
section-subhead: ΕΙΣ ΠΕΙΡΑΙΑ [1018, 950, 1096, 962]
paragraph: ΛΟΝΔΙΝΟΝ, 10. (Ἀσοσ. Πρές). — Ἕν ἡμερολόγιον γραφέν πρό 370 ἐτῶν ἀνευρέθη εἰς μίαν ἀποθήκην καί ἀποκαλύπτει ἄγνωστα κεφάλαια τῆς ἱστορίας τῆς Μεγάλης Βρεταννίας. Τό ἡμερολόγιον ἀναφέρεται εἰς τόν εὐνοούμενον τῆς Ἐλισάβετ τῆς Α΄, σέρ Οὐώλτερ Ράλι, καί εἰς τόν μυστικόν γάμον του. [778, 635, 951, 748]
article-body [20, 1009, 398, 1090]
divider [1354, 1129, 1550, 1130]
article-body [20, 778, 398, 824]
photo-story [414, 959, 951, 1289]
boxed-story [596, 1291, 768, 1419]
article-headline: ΟΠΛΙΤΗΣ ΤΩΝ Τ.Ε.Α. ΕΦΟΝΕΥΣΕ ΤΗΝ ΕΝ ΔΙΑΣΤΑΣΕΙ ΣΥΖΥΓΟΝ ΔΙΑ ΚΤΗΜΑΤΙΚΑΣ ΔΙΑΦΟΡΑΣ [54, 81, 364, 199]
article-subhead: θά ὁδηγήση εἰς τήν γενίκευσιν τοῦ ἀγῶνος [499, 912, 865, 931]
boxed-story [778, 1640, 951, 1807]
divider [966, 1293, 1339, 1294]
paragraph: ΑΚΡΩΤΗΡΙΟΝ ΚΑΝΑΒΕΡΑΛ, 10. (Ρώυτερ). — Ἡ ἐκτόξευσις τοῦ ἀγγλοαμερικανικοῦ δορυφόρου ἀνεβλήθη λόγω βλάβης. Ρῶσσοι παρατηρηταί δέν μετέβησαν εἰς τό πεδίον βολῆς, παρά τήν πρόσκλησιν. [600, 1481, 764, 1561]
article-headline: ΡΩΣΣΙΚΑ ΕΦΟΔΙΑ ΕΙΣ ΤΟΝ ΣΤΡΑΤΟΝ ΤΟΥ ΜΑΡΟΚΟΥ [417, 1680, 582, 1712]
paragraph: «Ἄγριον ἔγκλημα συζυγοκτονίας διεπράχθη τό ἀπόγευμα χθές εἰς τό Αἰπόχωριον Ἐδέσσης. Θῦμα τοῦ ἐγκλήματος ὑπῆρξεν ἡ 34ετής ἐν διαστάσει σύζυγος τοῦ ὁπλίτου τῶν Τ.Ε.Α., ἡ ὁποία ἐπρόκειτο νά ἀναχωρήση διά Γερμανίαν πρός ἐργασίαν. Ὁ δράστης παρεδόθη εἰς τήν Χωροφυλακήν καί ἰσχυρίσθη ὅτι πρόκειται περί ἀτυχήματος, κατά τήν διάρκειαν λογομαχίας διά κτηματικάς διαφοράς. [20, 281, 204, 417]
paragraph: ΜΠΑΦΦΑΛΟΟΥ, 10. (Ἀσοσ. Πρές). — Ὁ Γερμανός ἐπιστήμων πρότεινε εἰς τήν κυβέρνησιν τῶν Η.Π.Α. τήν δημιουργίαν δικτύου τεχνητῶν δορυφόρων φερόντων πυρηνικά ὅπλα, οἱ ὁποῖοι θά διαγράφουν συνεχῶς τροχιάν περί τήν Γῆν. [1157, 1694, 1339, 1773]
paragraph: ΑΚΡΩΤΗΡΙΟΝ ΚΑΝΑΒΕΡΑΛ, 10. (Ρώυτερ). — Ἡ ἐκτόξευσις τοῦ ἀγγλοαμερικανικοῦ δορυφόρου ἀνεβλήθη λόγω βλάβης. Ρῶσσοι παρατηρηταί δέν μετέβησαν εἰς τό πεδίον βολῆς, παρά τήν πρόσκλησιν. [966, 692, 1148, 760]
article-body [966, 1695, 1339, 1776]
divider [966, 1125, 1339, 1126]
column-right [1354, 59, 1550, 2330]
paragraph: Ἡ ἀποτελμάτωσις τῶν φοιτητικῶν ζητημάτων θά ὁδηγήση εἰς τήν γενίκευσιν τοῦ ἀγῶνος. Οἱ φοιτηταί ἀποδοκιμάζουν τάς δηλώσεις τοῦ κ. Κασιμάτη καί δηλοῦν ὅτι θά συνεχίσουν τήν ἀπεργίαν των μέχρις ἱκανοποιήσεως τῶν αἰτημάτων των. [414, 1064, 580, 1166]
article-headline: Ο ΣΥΓΓΡΑΦΕΥΣ ΣΩΜΕΡΣΕΤ ΜΩΜ ΕΞΕΠΟΙΗΣΕ ΠΛΟΥΣΙΑΝ ΣΥΛΛΟΓΗΝ ΕΡΓΩΝ ΖΩΓΡΑΦΙΚΗΣ [24, 735, 393, 773]
paragraph: ΑΚΡΩΤΗΡΙΟΝ ΚΑΝΑΒΕΡΑΛ, 10. (Ρώυτερ). — Ἡ ἐκτόξευσις τοῦ ἀγγλοαμερικανικοῦ δορυφόρου ἀνεβλήθη λόγω βλάβης. Ρῶσσοι παρατηρηταί δέν μετέβησαν εἰς τό πεδίον βολῆς, παρά τήν πρόσκλησιν. [1157, 692, 1339, 760]
column-rule [406, 69, 407, 2320]
paragraph: ΛΟΝΔΙΝΟΝ, 10. (Ρώυτερ). — Ὁ γνωστός συγγραφεύς Σόμερσετ Μώμ ἐξεποίησε σήμερον εἰς δημοπρασίαν τήν πλουσίαν συλλογήν ἔργων ζωγραφικῆς τήν ὁποίαν εἶχε συγκεντρώσει ἐπί σειράν ἐτῶν. Ἡ συλλογή περιελάμβανε πίνακας Γάλλων ἱμπρεσσιονιστῶν. [20, 778, 398, 823]
section-subhead: ΔΕΚΑ ΟΙ ΝΕΚΡΟΙ [1400, 648, 1504, 659]
article-body [414, 1291, 951, 1810]
article-headline: ΤΙΜΑΙ ΔΙΑΝΟΟΥΜΕΝΟΙ ΖΗΤΟΥΝ ΑΠΟ ΤΟΝ ΤΙΤΟ ΤΗΝ ΑΠΕΛΕΥΘΕΡΩΣΙΝ ΤΟΥ ΜΙΛΟΒΑΝ ΤΖΙΛΑΣ [1355, 229, 1549, 292]
paragraph: Ἐνώπιον τοῦ κακουργιοδικείου ἐδικάσθη χθές ὁ 72ετής συνταξιοῦχος, ὁ ὁποῖος κατηγορεῖτο ὅτι ἐπεχείρησε νά πυρπολήση τήν οἰκίαν του. Τό δικαστήριον ἀπήλλαξε τόν κατηγορούμενον, δεχθέν ὅτι οὗτος ἐτέλει ἐν καταστάσει διανοητικῆς διαταραχῆς. [214, 880, 398, 971]
divider [966, 1461, 1339, 1462]
paragraph: ΑΚΡΩΤΗΡΙΟΝ ΚΑΝΑΒΕΡΑΛ, 10. (Ρώυτερ). — Ἡ ἐκτόξευσις τοῦ ἀγγλοαμερικανικοῦ δορυφόρου ἀνεβλήθη λόγω βλάβης. Ρῶσσοι παρατηρηταί δέν μετέβησαν εἰς τό πεδίον βολῆς, παρά τήν πρόσκλησιν. [966, 622, 1148, 690]
article-subhead: ΔΕΝ ΜΕΤΕΒΗΣΑΝ ΡΩΣΣΟΙ ΠΑΡΑΤΗΡΗΤΑΙ [966, 592, 1339, 620]
paragraph: ΑΘΗΝΑΙ, 10.— Ὁ Βασιλεύς καί ἡ Βασίλισσα θά παρακολουθήσουν αὔριον τήν τελετήν. Τό ὑπουργεῖον Παιδείας ἀνακοινώνει ὅτι αἱ ἐξετάσεις θά διεξαχθοῦν κανονικῶς. Ἐξ ἄλλου ὁ ὑπουργός Συγκοινωνιῶν ἐξήτασε τά αἰτήματα τῶν ὑπαλλήλων. [778, 1546, 951, 1636]
paragraph: Ὑπανδρος καί μήτηρ θήλεος νηπίου ἀπεπέμφθη ὑπό τοῦ συζύγου της καί εὑρέθη ἐν ἀφασίᾳ ἐντός ἀλσυλλίου πλησίον τοῦ Ὡραιοκάστρου. Ἔλαβεν 25 περίπου δισκία κινίνης, διότι ἐπί ἑπτά ἔτη ἔζη ἐντός πλάνης. Κοινωνικόν καί οἰκογενειακόν δρᾶμα. [966, 314, 1339, 535]
feature-headline-line: καὶ ἀνευρεθὲν εἰς μίαν ἀποθήκην [445, 159, 919, 245]
paragraph: ΝΕΑ ΥΟΡΚΗ, 10. (Ἡνωμ. Τύπος). — Ὁ πτέραρχος τῆς ἀμερικανικῆς ἀεροπορίας ἐδήλωσεν ὅτι δέν ὑπάρχει σήμερον δυνατότης ἀμύνης κατά τῶν διηπειρωτικῶν πυραύλων. Μόνον διά τῶν ἀμέσων ἀντιποίνων θά ἀναχαιτίζωνται αἱ ἐπιθέσεις. Ἀπαραίτητα, προσέθεσεν, εἶναι τά πολεμικά διαστημόπλοια. [214, 1507, 398, 1608]
column-center-right [966, 59, 1339, 2330]
article-kicker: Δηλώσεις Αμερικανού πτεράρχου [67, 1292, 351, 1312]
paragraph: Ὑπανδρος καί μήτηρ θήλεος νηπίου ἀπεπέμφθη ὑπό τοῦ συζύγου της καί εὑρέθη ἐν ἀφασίᾳ ἐντός ἀλσυλλίου πλησίον τοῦ Ὡραιοκάστρου. Ἔλαβεν 25 περίπου δισκία κινίνης, διότι ἐπί ἑπτά ἔτη ἔζη ἐντός πλάνης. Κοινωνικόν καί οἰκογενειακόν δρᾶμα. [966, 314, 1148, 404]
divider [20, 830, 398, 831]
divider [1354, 1306, 1550, 1307]
article-kicker: ΕΙΣ ΤΟ ΑΙΠΟΧΩΡΙΟΝ ΤΗΣ ΕΔΕΣΣΗΣ [64, 63, 354, 77]
article-subhead: Ο ΔΡΑΣΤΗΣ ΠΑΡΑΔΟΘΕΙΣ ΙΣΧΥΡΙΣΘΗ [79, 212, 338, 227]
article-headline: ΣΥΣΚΕΨΙΣ ΕΙΣ ΑΘΗΝΑΣ ΕΠΙ ΤΟΥ ΘΕΜΑΤΟΣ ΤΗΣ ΑΓΟΡΑΣ ΚΑΠΝΩΝ [1365, 672, 1540, 718]
paragraph: ΑΘΗΝΑΙ, 10.— Ὁ Βασιλεύς καί ἡ Βασίλισσα θά παρακολουθήσουν αὔριον τήν τελετήν. Τό ὑπουργεῖον Παιδείας ἀνακοινώνει ὅτι αἱ ἐξετάσεις θά διεξαχθοῦν κανονικῶς. Ἐξ ἄλλου ὁ ὑπουργός Συγκοινωνιῶν ἐξήτασε τά αἰτήματα τῶν ὑπαλλήλων. [20, 1009, 204, 1087]
divider [20, 205, 398, 206]
article-subhead: ΕΙΣ ΕΣΤΙΑΤΟΡΙΟΝ — ΕΞΩΘΙ ΤΗΣ ΡΩΜΗΣ [1354, 114, 1550, 135]
column-rule [1347, 69, 1348, 2320]
article-headline: ΔΕΝ ΦΑΙΝΕΤΑΙ ΠΛΕΟΝ ΠΙΘΑΝΗ Η ΣΥΓΚΛΗΣΙΣ ΔΙΑΣΚΕΨΕΩΣ ΑΝΩΤΑΤΟΥ ΕΠΙΠΕΔΟΥ ΔΙΟΤΙ ΟΙ ΜΕΓΑΛΟΙ ΕΓΚΑΤΕΛΕΙΨΑΝ ΤΗΝ ΙΔΕΑΝ [25, 500, 392, 558]
article-body [1354, 722, 1550, 802]
paragraph: Ἡ ἀποτελμάτωσις τῶν φοιτητικῶν ζητημάτων θά ὁδηγήση εἰς τήν γενίκευσιν τοῦ ἀγῶνος. Οἱ φοιτηταί ἀποδοκιμάζουν τάς δηλώσεις τοῦ κ. Κασιμάτη καί δηλοῦν ὅτι θά συνεχίσουν τήν ἀπεργίαν των μέχρις ἱκανοποιήσεως τῶν αἰτημάτων των. [414, 961, 580, 1062]
divider [1354, 1482, 1550, 1483]
divider [1354, 381, 1550, 382]
